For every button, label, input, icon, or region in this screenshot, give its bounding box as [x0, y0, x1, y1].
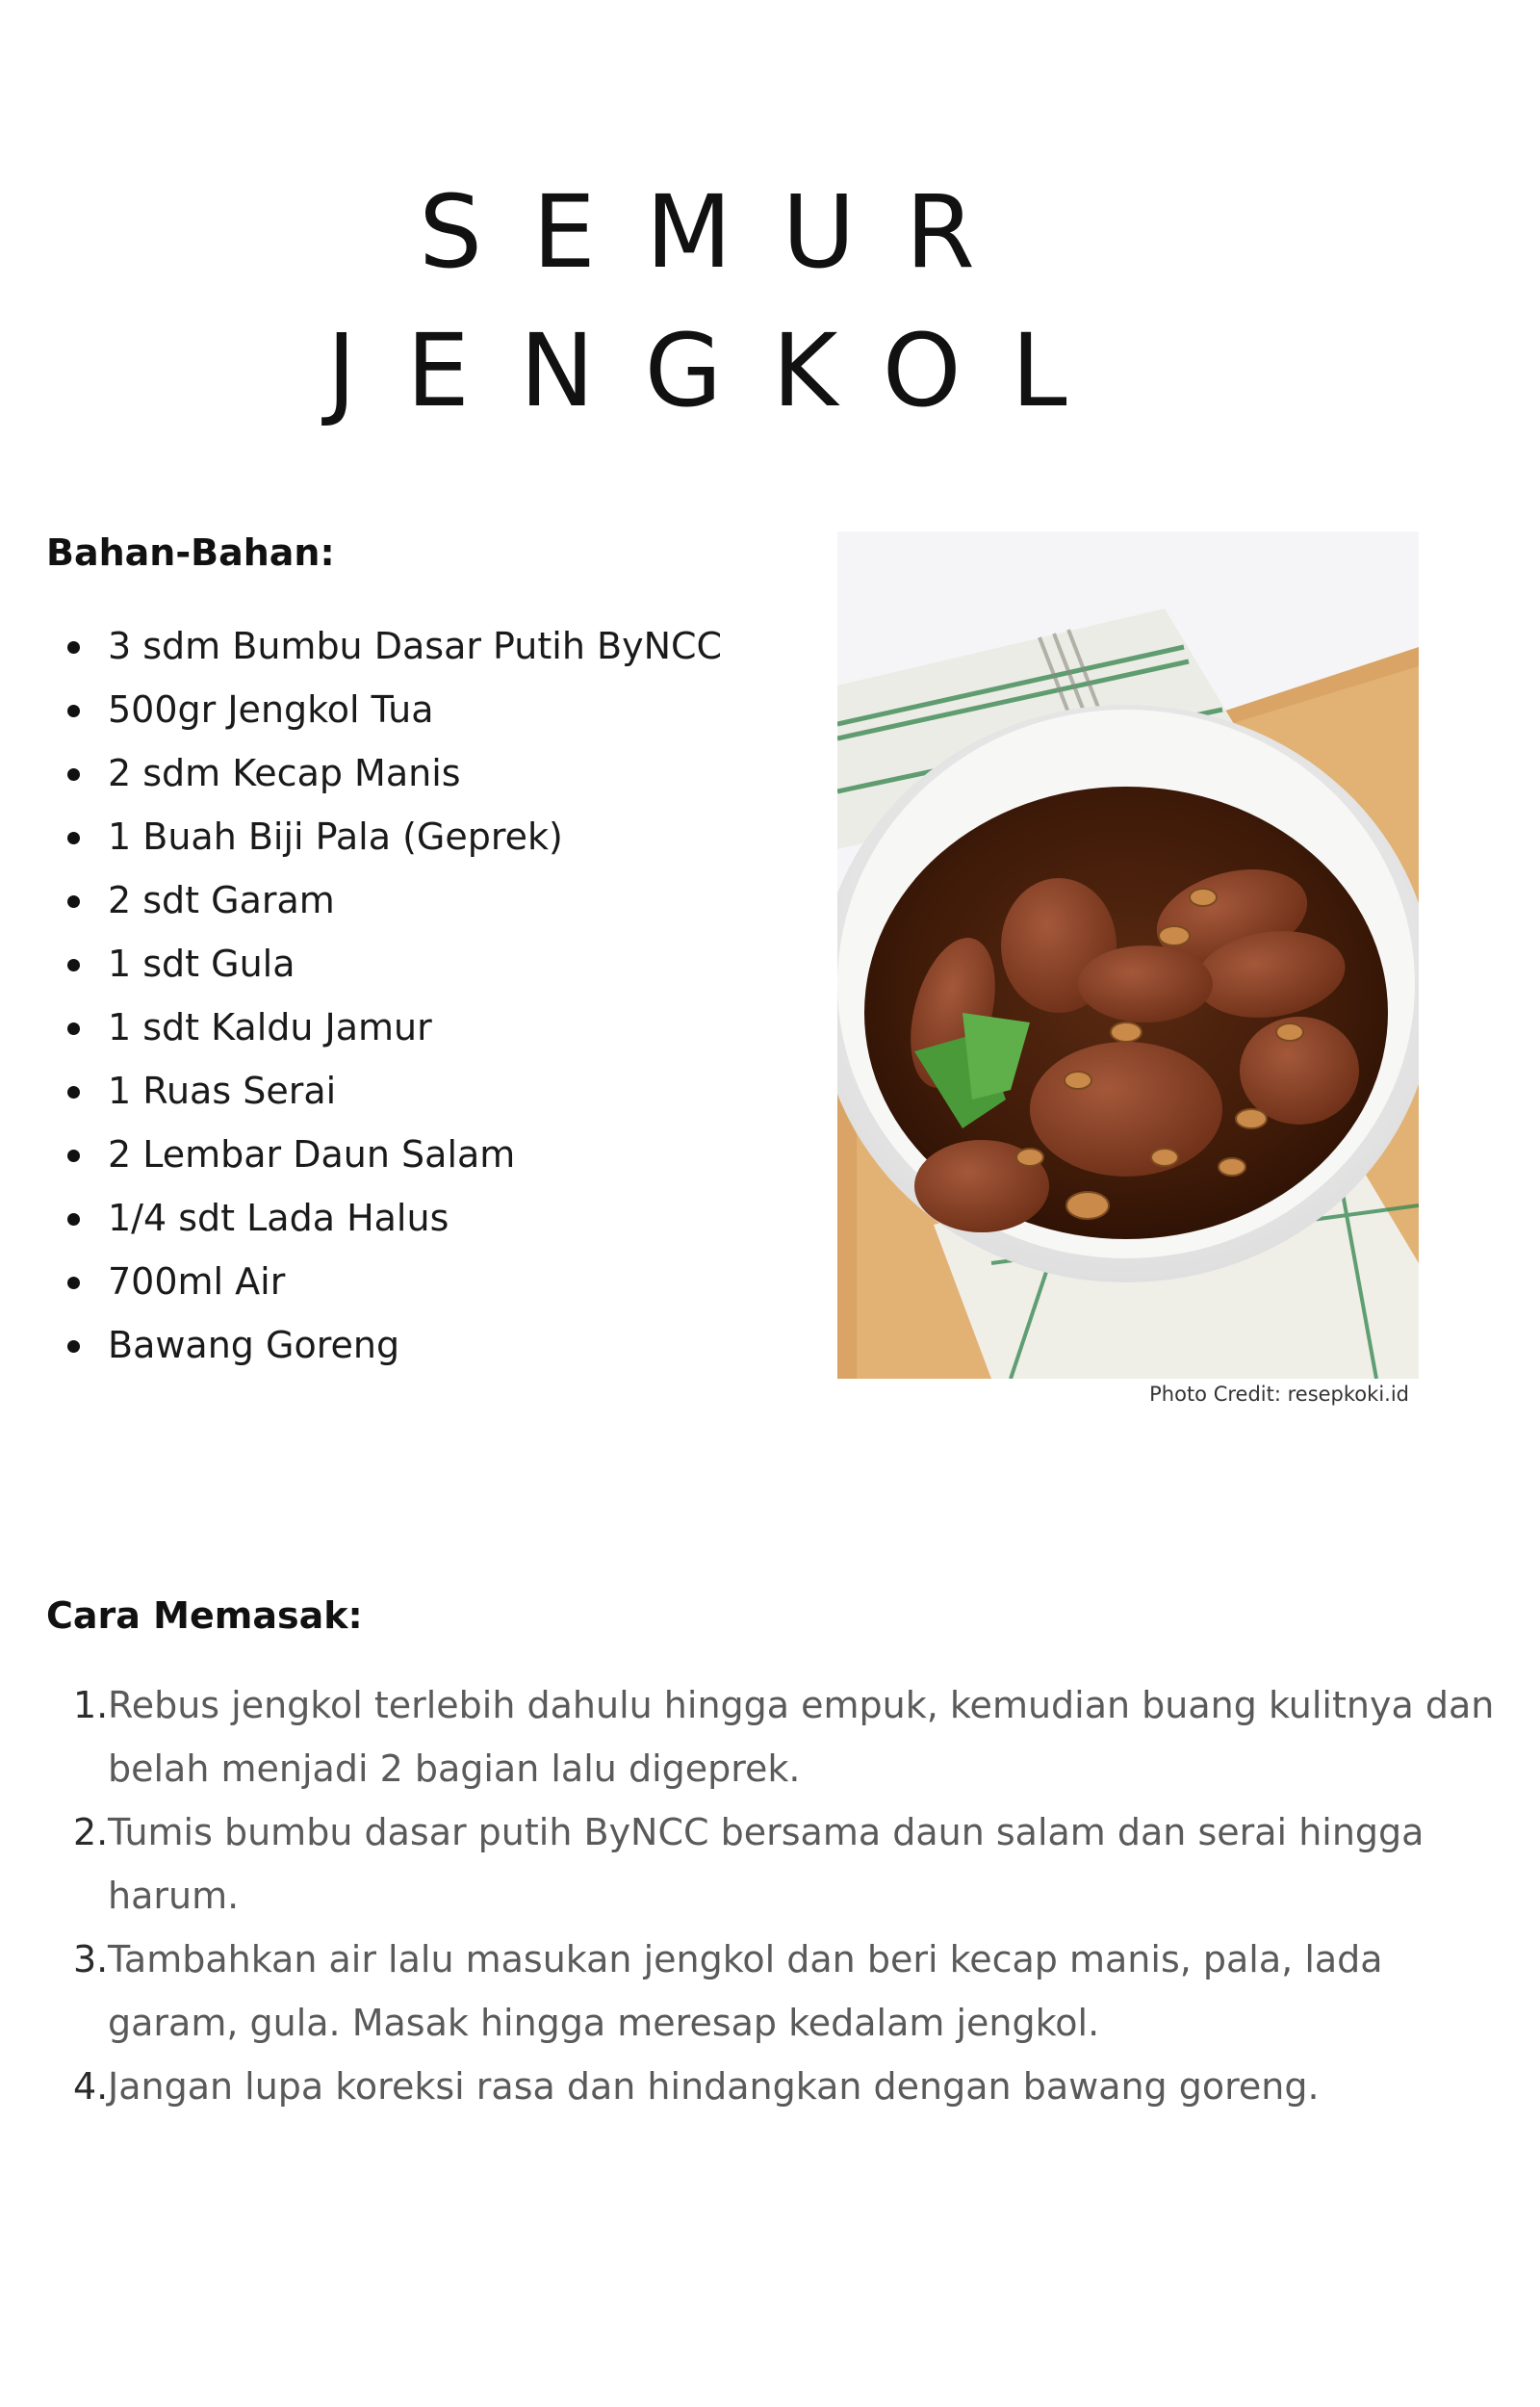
step-number: 3. — [73, 1938, 109, 1980]
step-number: 1. — [73, 1684, 109, 1726]
ingredient-text: Bawang Goreng — [108, 1324, 400, 1366]
ingredient-text: 1 sdt Gula — [108, 943, 295, 985]
bullet-icon — [67, 1022, 80, 1035]
ingredient-text: 1 Buah Biji Pala (Geprek) — [108, 815, 563, 858]
bullet-icon — [67, 768, 80, 781]
ingredient-item — [62, 1313, 793, 1377]
bullet-icon — [67, 1086, 80, 1099]
ingredient-text: 2 sdt Garam — [108, 879, 335, 921]
step-text: Jangan lupa koreksi rasa dan hindangkan dengan bawang goreng. — [108, 2065, 1320, 2108]
step-text: Tumis bumbu dasar putih ByNCC bersama daun salam dan serai hingga harum. — [108, 1811, 1424, 1917]
ingredients-list — [62, 614, 793, 1377]
food-photo — [837, 531, 1419, 1379]
ingredient-item — [62, 614, 793, 678]
ingredient-item — [62, 996, 793, 1059]
step-number: 2. — [73, 1811, 109, 1853]
title-line-2: JENGKOL — [326, 312, 1117, 429]
ingredient-item — [62, 932, 793, 996]
bullet-icon — [67, 1340, 80, 1353]
ingredient-text: 1/4 sdt Lada Halus — [108, 1197, 449, 1239]
ingredient-item — [62, 678, 793, 741]
title-line-1: SEMUR — [419, 173, 1025, 291]
ingredient-text: 1 sdt Kaldu Jamur — [108, 1006, 432, 1048]
ingredient-item — [62, 1186, 793, 1250]
method-heading: Cara Memasak: — [46, 1594, 363, 1637]
ingredient-item — [62, 868, 793, 932]
bullet-icon — [67, 832, 80, 844]
semur-jengkol-illustration — [837, 531, 1419, 1379]
ingredient-text: 2 Lembar Daun Salam — [108, 1133, 516, 1176]
ingredient-text: 1 Ruas Serai — [108, 1070, 337, 1112]
bullet-icon — [67, 1277, 80, 1289]
step-item — [58, 1673, 1502, 1800]
bullet-icon — [67, 895, 80, 908]
step-number: 4. — [73, 2065, 109, 2108]
ingredient-item — [62, 1123, 793, 1186]
bullet-icon — [67, 705, 80, 717]
step-text: Rebus jengkol terlebih dahulu hingga empuk, kemudian buang kulitnya dan belah menjadi 2 bagian lalu digeprek. — [108, 1684, 1495, 1790]
bullet-icon — [67, 959, 80, 971]
ingredient-text: 500gr Jengkol Tua — [108, 688, 434, 731]
bullet-icon — [67, 641, 80, 654]
ingredient-item — [62, 805, 793, 868]
bullet-icon — [67, 1150, 80, 1162]
ingredient-text: 700ml Air — [108, 1260, 286, 1303]
method-steps — [58, 1673, 1502, 2118]
ingredient-text: 3 sdm Bumbu Dasar Putih ByNCC — [108, 625, 723, 667]
photo-credit: Photo Credit: resepkoki.id — [1149, 1383, 1409, 1406]
ingredients-heading: Bahan-Bahan: — [46, 531, 335, 574]
ingredient-item — [62, 1250, 793, 1313]
step-text: Tambahkan air lalu masukan jengkol dan beri kecap manis, pala, lada garam, gula. Masak hingga meresap kedalam jengkol. — [108, 1938, 1383, 2044]
ingredient-item — [62, 1059, 793, 1123]
step-item — [58, 2055, 1502, 2118]
bullet-icon — [67, 1213, 80, 1226]
ingredient-item — [62, 741, 793, 805]
ingredient-text: 2 sdm Kecap Manis — [108, 752, 461, 794]
step-item — [58, 1800, 1502, 1928]
step-item — [58, 1928, 1502, 2055]
